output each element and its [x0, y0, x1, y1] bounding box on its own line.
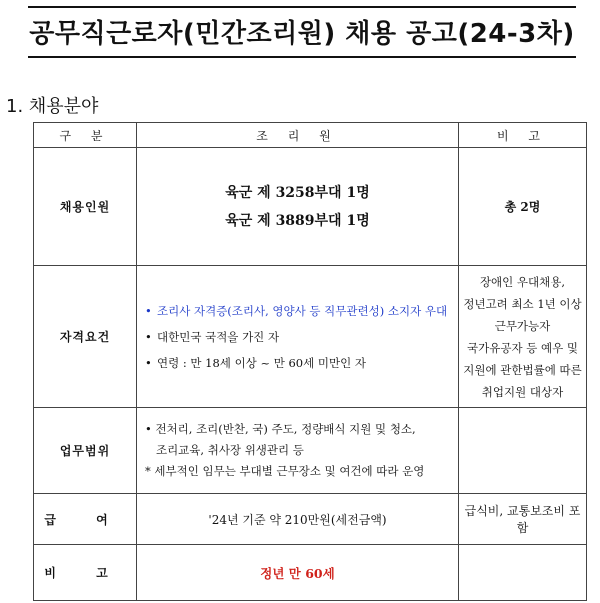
table-row-recruit	[34, 148, 587, 266]
recruit-line: 육군 제 3889부대 1명	[225, 212, 370, 229]
qualification-cell	[137, 266, 459, 408]
note-line: 정년고려 최소 1년 이상	[463, 296, 582, 311]
table-header-row	[34, 123, 587, 148]
salary-note: 급식비, 교통보조비 포함	[459, 494, 587, 545]
title-top-rule	[28, 6, 576, 8]
table-row-qualification	[34, 266, 587, 408]
row-label-remarks: 비 고	[34, 545, 137, 601]
recruit-note: 총 2명	[459, 148, 587, 266]
header-remarks: 비 고	[459, 123, 587, 148]
remarks-value: 정년 만 60세	[137, 545, 459, 601]
duty-line: • 전처리, 조리(반찬, 국) 주도, 정량배식 지원 및 청소,	[145, 422, 416, 436]
duties-cell	[137, 408, 459, 494]
page-title: 공무직근로자(민간조리원) 채용 공고(24-3차)	[29, 19, 575, 49]
remarks-note	[459, 545, 587, 601]
note-line: 국가유공자 등 예우 및	[467, 340, 578, 355]
list-item: • 연령 : 만 18세 이상 ~ 만 60세 미만인 자	[145, 355, 366, 370]
note-line: 근무가능자	[494, 318, 551, 333]
header-category: 구 분	[34, 123, 137, 148]
table-row-salary	[34, 494, 587, 545]
note-line: 지원에 관한법률에 따른	[463, 362, 582, 377]
row-label-qualification: 자격요건	[34, 266, 137, 408]
table-row-remarks	[34, 545, 587, 601]
title-bottom-rule	[28, 56, 576, 58]
recruit-line: 육군 제 3258부대 1명	[225, 184, 370, 201]
duty-line: * 세부적인 임무는 부대별 근무장소 및 여건에 따라 운영	[145, 464, 425, 478]
header-cook: 조 리 원	[137, 123, 459, 148]
note-line: 취업지원 대상자	[481, 384, 564, 399]
list-item: • 조리사 자격증(조리사, 영양사 등 직무관련성) 소지자 우대	[145, 303, 448, 318]
qualification-notes	[459, 266, 587, 408]
note-line: 장애인 우대채용,	[479, 274, 566, 289]
row-label-salary: 급 여	[34, 494, 137, 545]
duties-note	[459, 408, 587, 494]
qualification-list	[137, 298, 458, 376]
table-row-duties	[34, 408, 587, 494]
row-label-duties: 업무범위	[34, 408, 137, 494]
section-heading: 1. 채용분야	[6, 96, 99, 117]
list-item: • 대한민국 국적을 가진 자	[145, 329, 280, 344]
salary-value: '24년 기준 약 210만원(세전금액)	[137, 494, 459, 545]
row-label-recruit: 채용인원	[34, 148, 137, 266]
recruit-cell	[137, 148, 459, 266]
title-block	[28, 6, 576, 58]
duty-line: 조리교육, 취사장 위생관리 등	[145, 443, 304, 457]
recruitment-table	[33, 122, 587, 601]
